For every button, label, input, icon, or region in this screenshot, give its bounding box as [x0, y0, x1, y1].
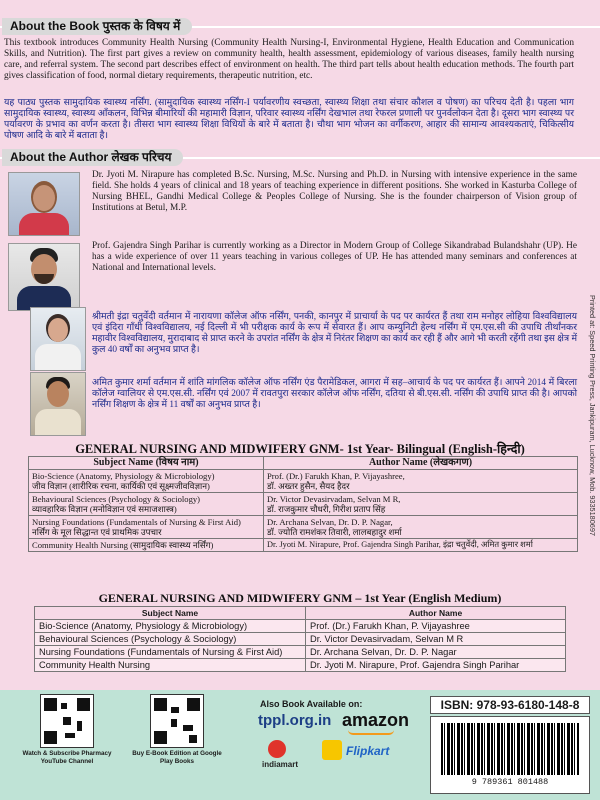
indiamart-logo[interactable]: indiamart [262, 760, 299, 769]
author-photo-2 [8, 243, 80, 311]
author-en: Prof. (Dr.) Farukh Khan, P. Vijayashree, [267, 471, 405, 481]
author-bio-4: अमित कुमार शर्मा वर्तमान में शांति मांगलिक कॉलेज ऑफ नर्सिंग एंड पैरामेडिकल, आगरा में सह–आचार्य के पद पर कार्यरत हैं। आपने 2014 में बिरला कॉलेज ग्वालियर से एम.एस.सी. नर्सिंग एवं 2007 में रावतपुरा सरकार कॉलेज ऑफ नर्सिंग, दतिया से बी.एस.सी. नर्सिंग की उपाधि प्राप्त की है। आपको नर्सिंग शिक्षण के क्षेत्र में 11 वर्षों का अनुभव प्राप्त है। [92, 378, 577, 410]
column-header-subject: Subject Name [35, 607, 306, 620]
table-row [29, 516, 578, 539]
subject-cell: Bio-Science (Anatomy, Physiology & Microbiology) [35, 620, 306, 633]
table-row [35, 633, 566, 646]
author-cell: Dr. Archana Selvan, Dr. D. P. Nagar [306, 646, 566, 659]
subject-cell [29, 470, 264, 493]
table-row [29, 470, 578, 493]
english-table [34, 606, 566, 672]
column-header-author: Author Name [306, 607, 566, 620]
subject-cell: Behavioural Sciences (Psychology & Sociology) [35, 633, 306, 646]
subject-cell [29, 493, 264, 516]
table-row [35, 620, 566, 633]
amazon-logo[interactable]: amazon [342, 710, 410, 730]
youtube-qr-caption: Watch & Subscribe Pharmacy YouTube Channel [22, 750, 112, 765]
column-header-subject: Subject Name (विषय नाम) [29, 457, 264, 470]
bilingual-table-title: GENERAL NURSING AND MIDWIFERY GNM- 1st Year- Bilingual (English-हिन्दी) [75, 442, 525, 456]
author-hi: डॉ. अख्तर हुसैन, सैयद हैदर [267, 481, 350, 491]
author-en: Dr. Victor Devasirvadam, Selvan M R, [267, 494, 401, 504]
subject-cell: Nursing Foundations (Fundamentals of Nursing & First Aid) [35, 646, 306, 659]
subject-hi: व्यावहारिक विज्ञान (मनोविज्ञान एवं समाजशास्त्र) [32, 504, 177, 514]
subject-hi: जीव विज्ञान (शारीरिक रचना, कार्यिकी एवं सूक्ष्मजीवविज्ञान) [32, 481, 210, 491]
table-header-row [35, 607, 566, 620]
author-bio-1: Dr. Jyoti M. Nirapure has completed B.Sc. Nursing, M.Sc. Nursing and Ph.D. in Nursing with intensive experience in the same field. She holds 4 years of clinical and 18 years of teaching experience in different positions. She worked in Kasturba College of Nursing BHEL, Gandhi Medical College & Peoples College of Nursing. She is the founder chairperson of Vision group of Institutions at Betul, M.P. [92, 170, 577, 213]
author-cell [264, 516, 578, 539]
table-row [29, 493, 578, 516]
author-cell: Dr. Jyoti M. Nirapure, Prof. Gajendra Singh Parihar [306, 659, 566, 672]
author-cell [264, 470, 578, 493]
subject-cell [29, 516, 264, 539]
barcode-bars [441, 723, 579, 775]
author-hi: डॉ. राजकुमार चौधरी, गिरीश प्रताप सिंह [267, 504, 386, 514]
subject-en: Nursing Foundations (Fundamentals of Nursing & First Aid) [32, 517, 241, 527]
author-cell [264, 493, 578, 516]
table-row [35, 646, 566, 659]
about-book-hindi: यह पाठ्य पुस्तक सामुदायिक स्वास्थ्य नर्सिंग. (सामुदायिक स्वास्थ्य नर्सिंग-I पर्यावरणीय स्वच्छता, स्वास्थ्य शिक्षा तथा संचार कौशल व पोषण) का परिचय देती है। पहला भाग सामुदायिक स्वास्थ्य, स्वास्थ्य आँकलन, विभिन्न बीमारियों की महामारी विज्ञान, परिवार स्वास्थ्य नर्सिंग देखभाल तथा रेफरल प्रणाली पर पुनर्वलोकन देता है। दूसरा भाग स्वास्थ्य पर पर्यावरण के प्रभाव का वर्णन करता है। तीसरा भाग स्वास्थ्य शिक्षा विधियों के बारे में बताता है। चौथा भाग भोजन का वर्गीकरण, आहार की सामान्य आवश्यकताएं, चिकित्सीय पोषण आदि के बारे में बताता है। [4, 98, 574, 141]
barcode-digits: 9 789361 801488 [471, 777, 549, 787]
about-book-heading: About the Book पुस्तक के विषय में [2, 18, 192, 35]
isbn-label: ISBN: 978-93-6180-148-8 [430, 696, 590, 714]
table-row [35, 659, 566, 672]
author-hi: डॉ. ज्योति रामशंकर तिवारी, लालबहादुर शर्मा [267, 527, 402, 537]
author-bio-2: Prof. Gajendra Singh Parihar is currently working as a Director in Modern Group of College Sikandrabad Bulandshahr (UP). He has a wide experience of over 11 years teaching in various colleges of UP. He has attended many seminars and conferences at National and International levels. [92, 241, 577, 273]
author-photo-1 [8, 172, 80, 236]
subject-hi: नर्सिंग के मूल सिद्धान्त एवं प्राथमिक उपचार [32, 527, 162, 537]
about-book-english: This textbook introduces Community Health Nursing (Community Health Nursing-I, Environmental Hygiene, Health Education and Communication Skills, and Nutrition). The first part gives a review on community health, health assessment, epidemiology of various diseases, family health nursing care, and referral system. The second part describes effect of environment on health. The third part tells about health education methods. The fourth part gives classification of food, normal dietary requirements, therapeutic nutrition, etc. [4, 38, 574, 81]
table-header-row [29, 457, 578, 470]
author-cell: Dr. Victor Devasirvadam, Selvan M R [306, 633, 566, 646]
author-photo-3 [30, 307, 86, 371]
subject-en: Behavioural Sciences (Psychology & Sociology) [32, 494, 201, 504]
author-bio-3: श्रीमती इंद्रा चतुर्वेदी वर्तमान में नारायणा कॉलेज ऑफ नर्सिंग, पनकी, कानपुर में प्राचार्या के पद पर कार्यरत हैं तथा राम मनोहर लोहिया विश्वविद्यालय एवं इंदिरा गाँधी विश्वविद्यालय, नई दिल्ली में भी परीक्षक कार्य के रूप में सेवारत हैं। आप कम्युनिटी हेल्थ नर्सिंग में एम.एस.सी की उपाधि तीर्थांनकर महावीर विश्वविद्यालय, मुरादाबाद से प्राप्त करने के उपरांत नर्सिंग के क्षेत्र में निरंतर शिक्षण का कार्य कर रही हैं और आगे भी करती रहेंगी तथा इस क्षेत्र में कुल 40 वर्षों का अनुभव प्राप्त है। [92, 312, 577, 355]
about-book-band [0, 17, 600, 37]
about-author-heading: About the Author लेखक परिचय [2, 149, 183, 166]
barcode [430, 716, 590, 794]
indiamart-icon [268, 740, 286, 758]
subject-cell: Community Health Nursing (सामुदायिक स्वास्थ्य नर्सिंग) [29, 539, 264, 552]
tppl-link[interactable]: tppl.org.in [258, 712, 332, 729]
flipkart-logo[interactable]: Flipkart [346, 744, 390, 758]
author-cell: Dr. Jyoti M. Nirapure, Prof. Gajendra Singh Parihar, इंद्रा चतुर्वेदी, अमित कुमार शर्मा [264, 539, 578, 552]
author-cell: Prof. (Dr.) Farukh Khan, P. Vijayashree [306, 620, 566, 633]
author-photo-4 [30, 372, 86, 436]
playbooks-qr-caption: Buy E-Book Edition at Google Play Books [132, 750, 222, 765]
table-row [29, 539, 578, 552]
column-header-author: Author Name (लेखकगण) [264, 457, 578, 470]
printer-credit: Printed at: Speed Printing Press, Jankipuram, Lucknow, Mob. 9335180697 [588, 295, 597, 536]
about-author-band [0, 148, 600, 168]
subject-cell: Community Health Nursing [35, 659, 306, 672]
subject-en: Bio-Science (Anatomy, Physiology & Microbiology) [32, 471, 215, 481]
author-en: Dr. Archana Selvan, Dr. D. P. Nagar, [267, 517, 393, 527]
flipkart-bag-icon [322, 740, 342, 760]
english-table-title: GENERAL NURSING AND MIDWIFERY GNM – 1st Year (English Medium) [98, 591, 502, 605]
bilingual-table [28, 456, 578, 552]
amazon-smile-icon [348, 730, 394, 735]
playbooks-qr-code[interactable] [150, 694, 204, 748]
youtube-qr-code[interactable] [40, 694, 94, 748]
available-on-label: Also Book Available on: [260, 699, 363, 709]
